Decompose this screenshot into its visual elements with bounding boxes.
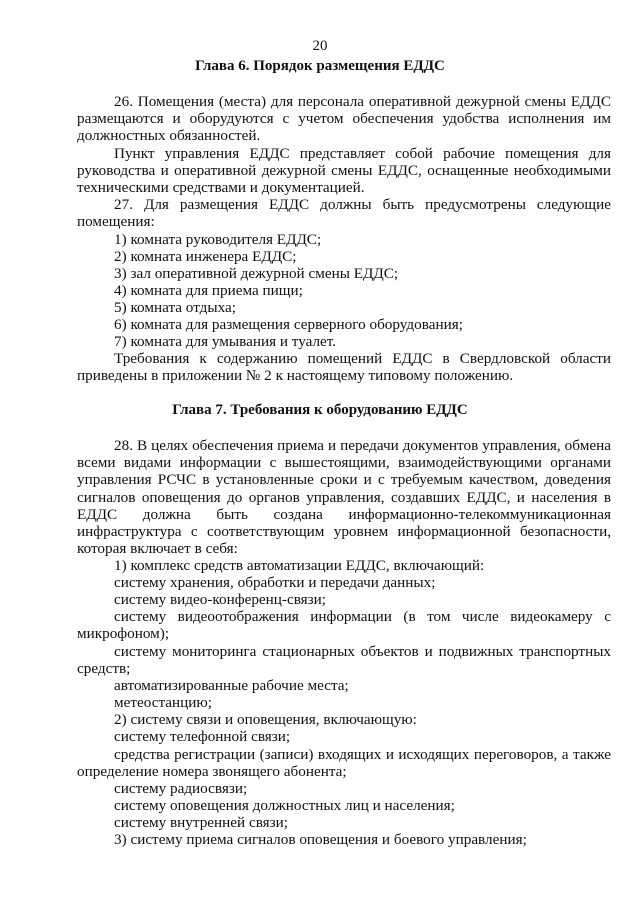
room-list-item: 5) комната отдыха; xyxy=(114,299,236,316)
room-list-item: 7) комната для умывания и туалет. xyxy=(114,333,337,350)
page-number: 20 xyxy=(312,38,328,54)
equipment-list-item: систему хранения, обработки и передачи данных; xyxy=(114,574,436,591)
room-list-item: 6) комната для размещения серверного оборудования; xyxy=(114,316,463,333)
paragraph-28: 28. В целях обеспечения приема и передачи документов управления, обмена всеми видами информации с вышестоящими, взаимодействующими органами управления РСЧС в установленные сроки и с требуемым качеством, доведения сигналов оповещения до органов управления, создавших ЕДДС, и населения в ЕДДС должна быть создана информационно-телекоммуникационная инфраструктура с соответствующим уровнем информационной безопасности, которая включает в себя: xyxy=(77,437,611,558)
equipment-list-item: 3) систему приема сигналов оповещения и боевого управления; xyxy=(114,831,527,848)
equipment-list-item: средства регистрации (записи) входящих и исходящих переговоров, а также определение номера звонящего абонента; xyxy=(77,746,611,781)
equipment-list-item: систему радиосвязи; xyxy=(114,780,248,797)
equipment-list-item: систему внутренней связи; xyxy=(114,814,289,831)
equipment-list-item: 2) систему связи и оповещения, включающую: xyxy=(114,711,417,728)
paragraph-27-requirements: Требования к содержанию помещений ЕДДС в Свердловской области приведены в приложении № 2 к настоящему типовому положению. xyxy=(77,350,611,385)
equipment-list-item: систему телефонной связи; xyxy=(114,728,291,745)
room-list-item: 4) комната для приема пищи; xyxy=(114,282,303,299)
room-list-item: 2) комната инженера ЕДДС; xyxy=(114,248,297,265)
paragraph-27: 27. Для размещения ЕДДС должны быть предусмотрены следующие помещения: xyxy=(77,196,611,231)
equipment-list-item: автоматизированные рабочие места; xyxy=(114,677,349,694)
room-list-item: 3) зал оперативной дежурной смены ЕДДС; xyxy=(114,265,399,282)
equipment-list-item: систему мониторинга стационарных объектов и подвижных транспортных средств; xyxy=(77,643,611,678)
equipment-list-item: систему оповещения должностных лиц и населения; xyxy=(114,797,455,814)
equipment-list-item: 1) комплекс средств автоматизации ЕДДС, включающий: xyxy=(114,557,485,574)
equipment-list-item: систему видеоотображения информации (в том числе видеокамеру с микрофоном); xyxy=(77,608,611,643)
chapter-6-heading: Глава 6. Порядок размещения ЕДДС xyxy=(195,58,445,74)
paragraph-26: 26. Помещения (места) для персонала оперативной дежурной смены ЕДДС размещаются и оборудуются с учетом обеспечения удобства исполнения им должностных обязанностей. xyxy=(77,93,611,145)
equipment-list-item: метеостанцию; xyxy=(114,694,212,711)
room-list-item: 1) комната руководителя ЕДДС; xyxy=(114,231,322,248)
paragraph-26-command-post: Пункт управления ЕДДС представляет собой рабочие помещения для руководства и оперативной дежурной смены ЕДДС, оснащенные необходимыми техническими средствами и документацией. xyxy=(77,145,611,197)
chapter-7-heading: Глава 7. Требования к оборудованию ЕДДС xyxy=(172,402,468,418)
equipment-list-item: систему видео-конференц-связи; xyxy=(114,591,327,608)
